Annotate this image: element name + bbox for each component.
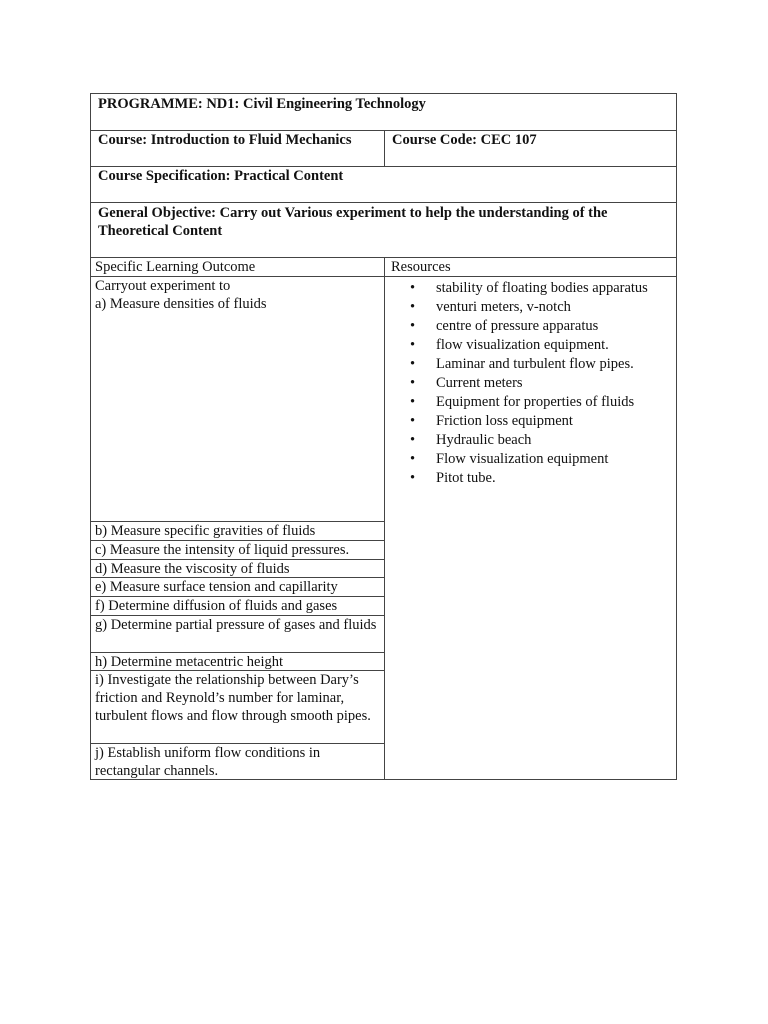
bullet-icon: • <box>410 299 416 315</box>
programme-row <box>90 93 677 130</box>
resource-item <box>385 279 676 298</box>
programme-title: PROGRAMME: ND1: Civil Engineering Technology <box>98 96 426 112</box>
specification-title: Course Specification: Practical Content <box>98 168 344 184</box>
bullet-icon: • <box>410 356 416 372</box>
resource-item <box>385 469 676 488</box>
resource-item <box>385 336 676 355</box>
learning-outcome-item: g) Determine partial pressure of gases and fluids <box>91 616 384 653</box>
resource-item <box>385 393 676 412</box>
learning-outcome-item: d) Measure the viscosity of fluids <box>91 560 384 578</box>
course-title: Course: Introduction to Fluid Mechanics <box>91 131 385 166</box>
resource-item <box>385 450 676 469</box>
outcomes-resources-grid <box>90 257 677 780</box>
bullet-icon: • <box>410 375 416 391</box>
resource-item <box>385 412 676 431</box>
resource-item <box>385 431 676 450</box>
general-objective: General Objective: Carry out Various experiment to help the understanding of the Theoretical Content <box>98 205 608 239</box>
bullet-icon: • <box>410 432 416 448</box>
bullet-icon: • <box>410 337 416 353</box>
resource-item <box>385 374 676 393</box>
learning-outcomes-column <box>91 258 385 779</box>
learning-outcome-item: b) Measure specific gravities of fluids <box>91 522 384 541</box>
learning-outcome-item: f) Determine diffusion of fluids and gases <box>91 597 384 616</box>
learning-outcome-item: j) Establish uniform flow conditions in rectangular channels. <box>95 745 321 779</box>
learning-outcome-item: i) Investigate the relationship between Dary’s friction and Reynold’s number for laminar, turbulent flows and flow through smooth pipes. <box>91 671 384 744</box>
bullet-icon: • <box>410 451 416 467</box>
bullet-icon: • <box>410 470 416 486</box>
learning-outcome-item: h) Determine metacentric height <box>91 653 384 671</box>
learning-outcome-item: e) Measure surface tension and capillarity <box>91 578 384 597</box>
resource-label: Equipment for properties of fluids <box>436 394 635 410</box>
resources-header: Resources <box>385 258 676 277</box>
resources-column <box>385 258 676 779</box>
course-row <box>90 130 677 166</box>
specification-row <box>90 166 677 202</box>
resource-item <box>385 317 676 336</box>
learning-outcome-item: c) Measure the intensity of liquid pressures. <box>91 541 384 560</box>
resource-label: centre of pressure apparatus <box>436 318 599 334</box>
resource-label: Friction loss equipment <box>436 413 573 429</box>
course-code: Course Code: CEC 107 <box>392 132 537 148</box>
resource-label: Pitot tube. <box>436 470 496 486</box>
objective-row <box>90 202 677 257</box>
bullet-icon: • <box>410 318 416 334</box>
outcomes-header: Specific Learning Outcome <box>91 258 384 277</box>
learning-outcome-item: Carryout experiment to a) Measure densities of fluids <box>91 277 384 522</box>
bullet-icon: • <box>410 280 416 296</box>
resource-label: Hydraulic beach <box>436 432 532 448</box>
resource-item <box>385 355 676 374</box>
bullet-icon: • <box>410 413 416 429</box>
resource-label: Current meters <box>436 375 523 391</box>
resource-label: venturi meters, v-notch <box>436 299 571 315</box>
resource-label: stability of floating bodies apparatus <box>436 280 648 296</box>
bullet-icon: • <box>410 394 416 410</box>
course-spec-table <box>90 93 677 780</box>
resources-list <box>385 277 676 488</box>
resource-label: Flow visualization equipment <box>436 451 609 467</box>
resource-item <box>385 298 676 317</box>
resource-label: flow visualization equipment. <box>436 337 609 353</box>
resource-label: Laminar and turbulent flow pipes. <box>436 356 634 372</box>
